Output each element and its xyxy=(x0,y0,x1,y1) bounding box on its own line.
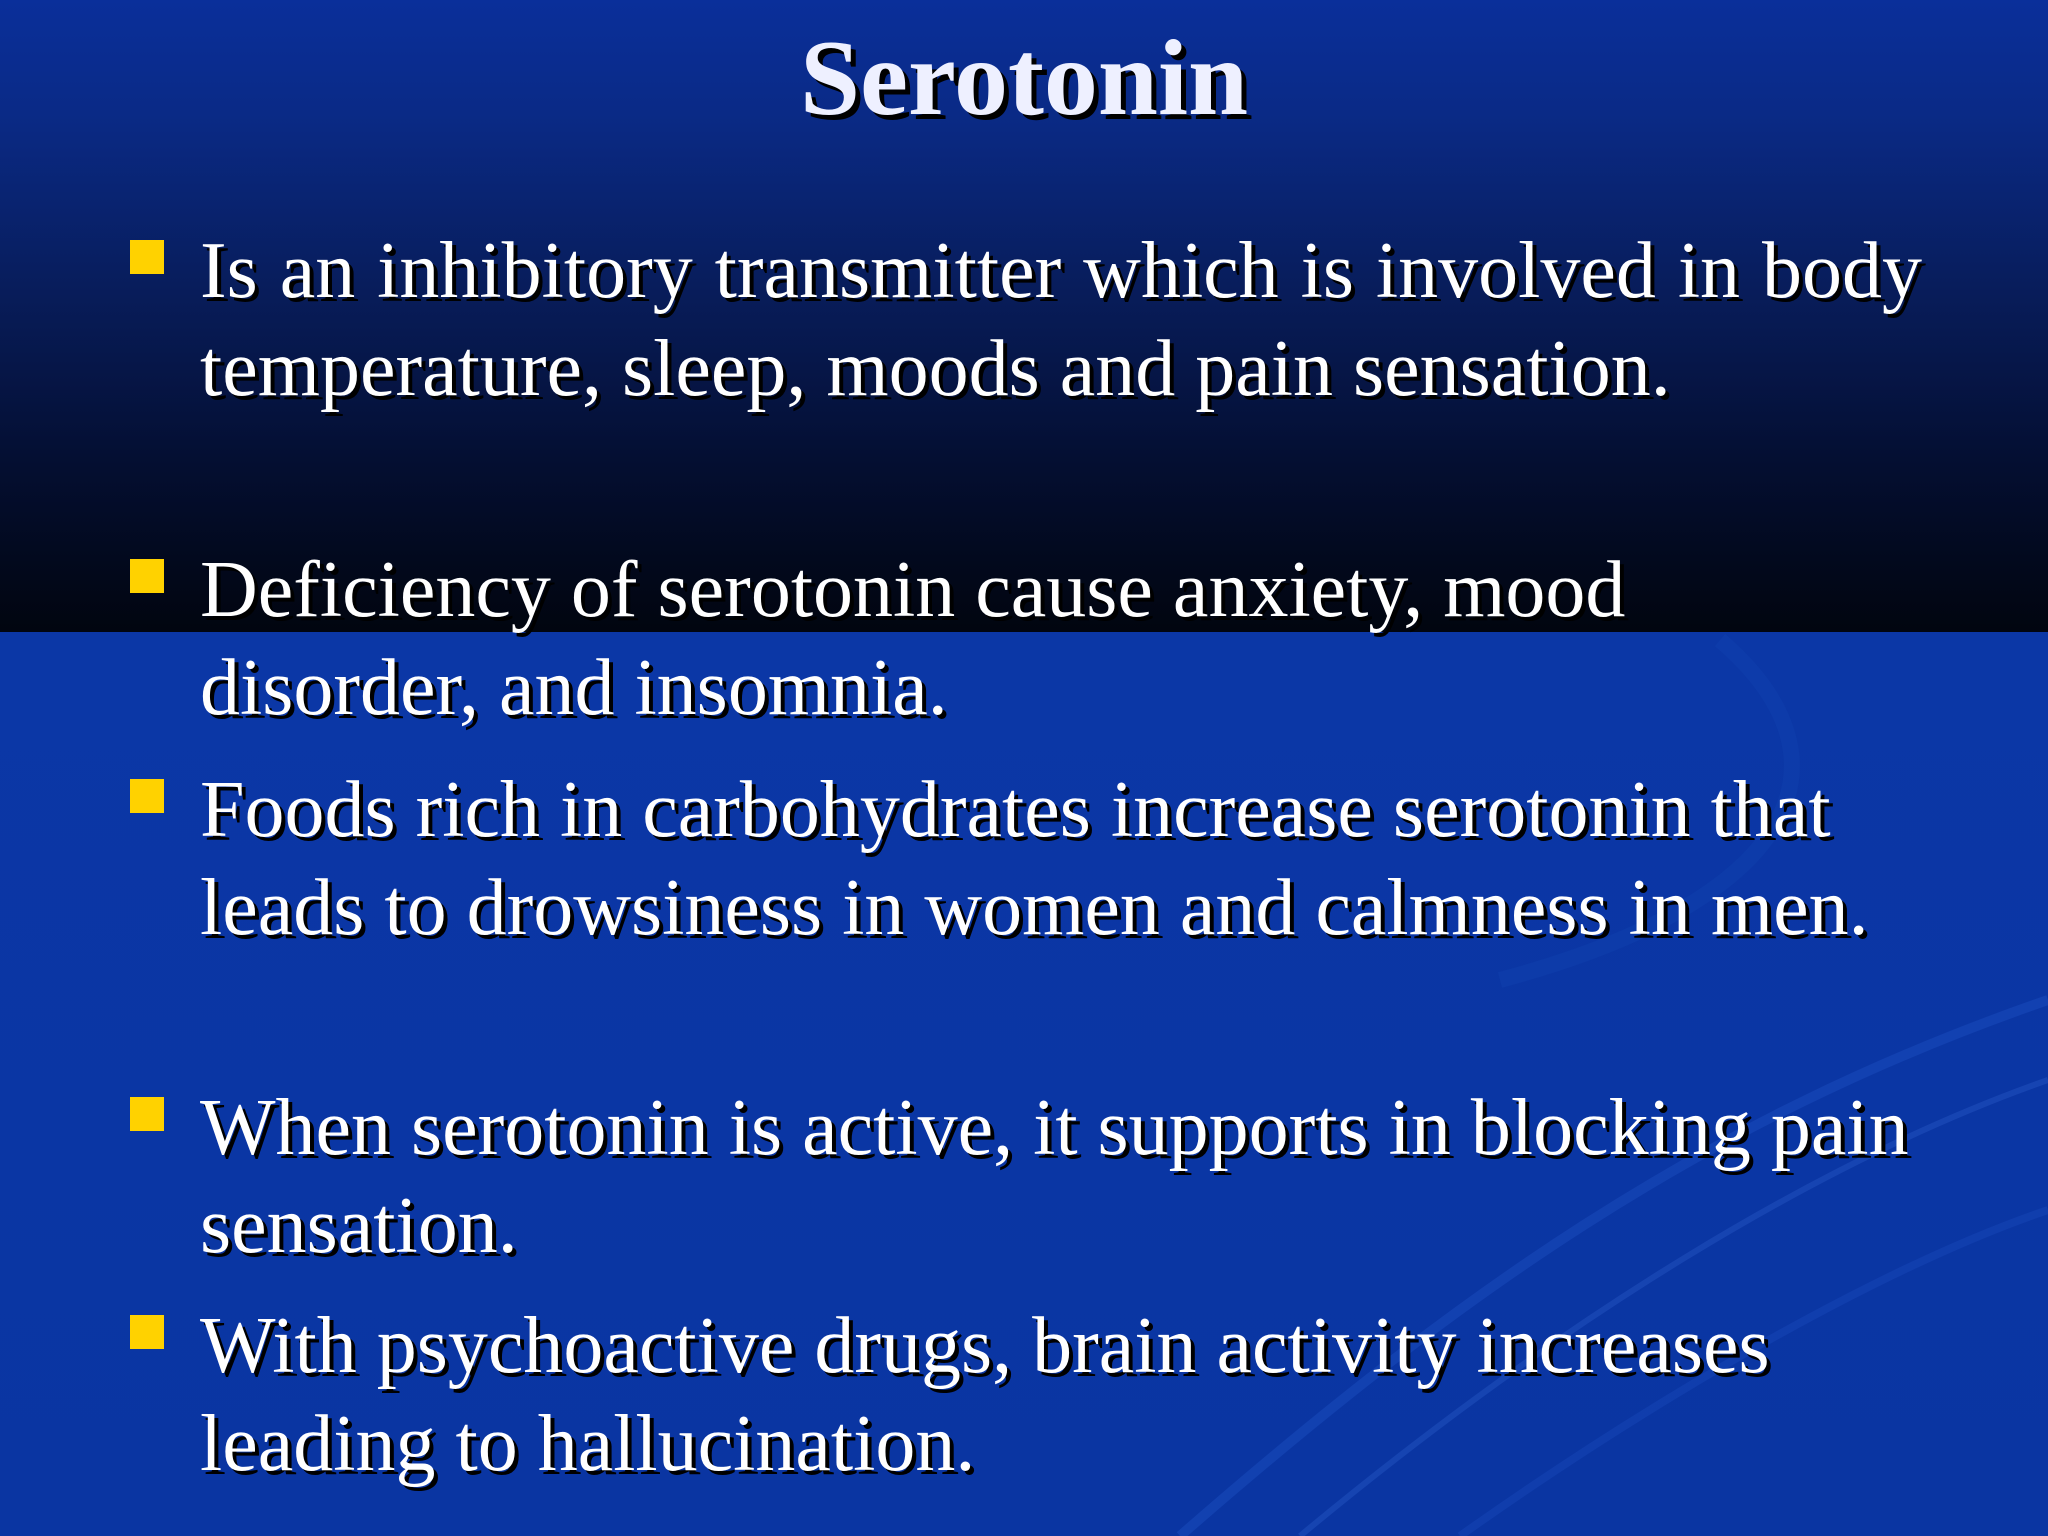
yellow-square-bullet-icon xyxy=(130,559,164,593)
bullet-text: Is an inhibitory transmitter which is involved in body temperature, sleep, moods and pain sensation. xyxy=(200,227,1922,413)
slide-title: Serotonin xyxy=(799,19,1249,138)
bullet-text: When serotonin is active, it supports in blocking pain sensation. xyxy=(200,1084,1909,1270)
yellow-square-bullet-icon xyxy=(130,1097,164,1131)
yellow-square-bullet-icon xyxy=(130,779,164,813)
yellow-square-bullet-icon xyxy=(130,240,164,274)
bullet-text: Foods rich in carbohydrates increase serotonin that leads to drowsiness in women and calmness in men. xyxy=(200,766,1869,952)
yellow-square-bullet-icon xyxy=(130,1315,164,1349)
bullet-text: Deficiency of serotonin cause anxiety, mood disorder, and insomnia. xyxy=(200,546,1626,732)
bullet-text: With psychoactive drugs, brain activity increases leading to hallucination. xyxy=(200,1302,1770,1488)
